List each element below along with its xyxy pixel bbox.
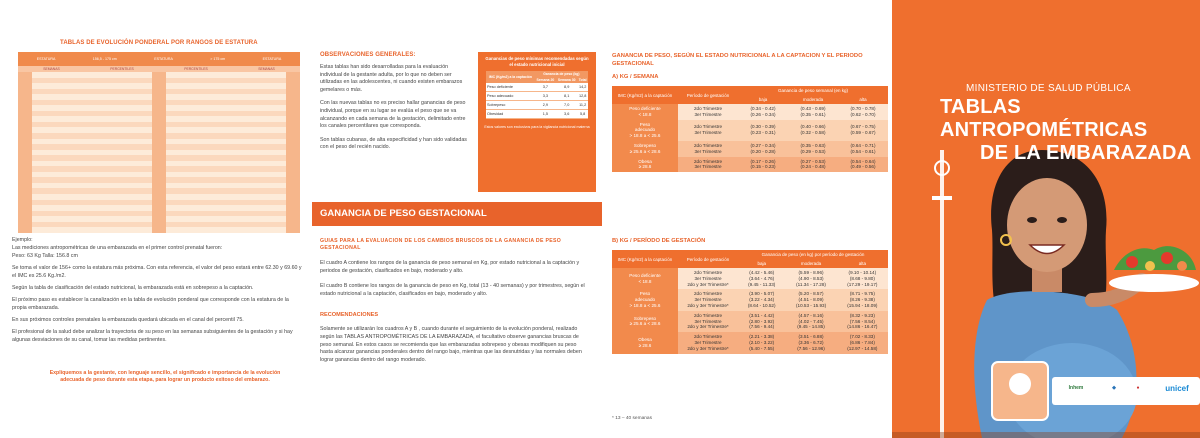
- cell: 3,6: [556, 110, 577, 119]
- a-col-moderate: moderada: [788, 95, 838, 104]
- mini-col-group: Ganancia de peso (kg): [535, 71, 588, 77]
- cell: (0.70 - 0.78) (0.62 - 0.70): [838, 104, 888, 120]
- cell: (0.67 - 0.75) (0.59 - 0.67): [838, 120, 888, 141]
- cell: 12,8: [577, 92, 588, 101]
- example-heading: Ejemplo:: [12, 237, 33, 243]
- a-col-high: alta: [838, 95, 888, 104]
- cover-panel: [892, 0, 1200, 438]
- example-line1: Las mediciones antropométricas de una embarazada en el primer control prenatal fueron:: [12, 245, 223, 251]
- estatura-label-mid: ESTATURA: [154, 57, 173, 61]
- cell: 2do Trimestre 3er Trimestre: [678, 157, 738, 173]
- cell: 11,2: [577, 101, 588, 110]
- grid-cell: [252, 227, 269, 233]
- cell: 8,9: [556, 83, 577, 92]
- example-section: [12, 236, 302, 348]
- grid-cell: [235, 227, 252, 233]
- cell: (0.43 - 0.69) (0.35 - 0.61): [788, 104, 838, 120]
- cover-title: [940, 96, 1198, 165]
- b-col-group: Ganancia de peso (en kg) por período de gestación: [738, 250, 888, 259]
- cell: (4.57 - 8.16) (4.02 - 7.45) (9.45 - 14.85): [785, 311, 836, 332]
- general-observations: [320, 52, 470, 158]
- table-row: [486, 110, 588, 119]
- grid-cell: [135, 227, 152, 233]
- weeks-footnote: * 13 – 40 semanas: [612, 416, 653, 421]
- row-label: Obesa ≥ 28.6: [612, 332, 678, 353]
- cell: 2do Trimestre 3er Trimestre: [678, 120, 738, 141]
- recommendations-title: RECOMENDACIONES: [320, 312, 379, 319]
- cell: (0.34 - 0.42) (0.26 - 0.34): [738, 104, 788, 120]
- example-para3: El próximo paso es establecer la canalización en la tabla de evolución ponderal que corresponde con la estatura de la propia embarazada.: [12, 297, 289, 311]
- cell: (8.71 - 9.75) (8.26 - 9.38) (15.94 - 18.09): [837, 289, 888, 310]
- cell: (0.54 - 0.64) (0.49 - 0.56): [838, 157, 888, 173]
- grid-cell: [49, 227, 66, 233]
- cell: (3.90 - 5.07) (3.22 - 4.34) (8.64 - 10.52): [738, 289, 785, 310]
- cell: (5.20 - 8.57) (4.51 - 8.09) (10.53 - 15.93): [785, 289, 836, 310]
- cell: (0.30 - 0.39) (0.23 - 0.31): [738, 120, 788, 141]
- grid-cell: [183, 227, 200, 233]
- week-cell: [152, 227, 166, 233]
- mini-col-s20: Semana 20: [536, 78, 555, 82]
- minimum-gain-footnote: Estos valores son exclusivos para la vigilancia nutricional materna: [484, 125, 590, 129]
- cell: (9.10 - 10.14) (8.68 - 9.80) (17.29 - 19.17): [837, 268, 888, 289]
- mini-col-s30: Semana 30: [557, 78, 576, 82]
- grid-cell: [118, 227, 135, 233]
- logos-row: [1057, 378, 1197, 398]
- row-label: Sobrepeso ≥ 25.6 a < 28.6: [612, 141, 678, 157]
- cell: 2do Trimestre 3er Trimestre 2do y 3er Trimestre*: [678, 332, 738, 353]
- pregnant-woman-illustration: [892, 0, 1200, 438]
- cell: (0.27 - 0.53) (0.24 - 0.48): [788, 157, 838, 173]
- minimum-gain-title: Ganancias de peso mínimas recomendadas según el estado nutricional inicial: [485, 56, 589, 67]
- cell: (5.59 - 8.96) (4.90 - 8.53) (11.34 - 17.28): [785, 268, 836, 289]
- table-row: [612, 268, 888, 289]
- cell: (7.02 - 8.33) (6.86 - 7.84) (12.97 - 14.58): [837, 332, 888, 353]
- cell: (0.17 - 0.26) (0.15 - 0.23): [738, 157, 788, 173]
- cell: (3.51 - 4.42) (2.80 - 3.92) (7.56 - 9.44): [738, 311, 785, 332]
- stature-range-left: 156,5 - 175 cm: [92, 57, 117, 61]
- cell: 8,1: [556, 92, 577, 101]
- cell: 3,3: [535, 92, 556, 101]
- row-label: Peso deficiente: [486, 83, 535, 92]
- a-col-group: Ganancia de peso semanal (en kg): [738, 86, 888, 95]
- cell: (2.21 - 3.38) (2.10 - 3.22) (5.40 - 7.55): [738, 332, 785, 353]
- observation-1: Estas tablas han sido desarrolladas para la evaluación individual de la gestante adulta, por lo que no deben ser utilizadas en las adolescentes, ni cuando existen embarazos gemelares o más.: [320, 64, 463, 93]
- cell: 2do Trimestre 3er Trimestre: [678, 104, 738, 120]
- table-row: [612, 289, 888, 310]
- week-cell: [286, 227, 300, 233]
- semanas-label: SEMANAS: [43, 67, 60, 71]
- cell: 2do Trimestre 3er Trimestre: [678, 141, 738, 157]
- table-row: [612, 157, 888, 173]
- grid-cell: [166, 227, 183, 233]
- cell: (0.35 - 0.63) (0.29 - 0.53): [788, 141, 838, 157]
- a-col-period: Período de gestación: [678, 86, 738, 104]
- cell: 2do Trimestre 3er Trimestre 2do y 3er Trimestre*: [678, 289, 738, 310]
- mini-col-imc: IMC (Kg/m2) a la captación: [486, 71, 535, 83]
- estatura-label-left: ESTATURA: [36, 57, 56, 61]
- b-col-moderate: moderada: [785, 259, 836, 268]
- a-col-imc: IMC (Kg/m2) a la captación: [612, 86, 678, 104]
- explain-note: Explíquemos a la gestante, con lenguaje sencillo, el significado e importancia de la evolución adecuada de peso durante esta etapa, para lograr un producto exitoso del embarazo.: [49, 370, 281, 383]
- grid-cell: [200, 227, 217, 233]
- grid-cell: [83, 227, 100, 233]
- table-row: [612, 332, 888, 353]
- ministry-label: MINISTERIO DE SALUD PÚBLICA: [966, 83, 1131, 94]
- b-col-high: alta: [837, 259, 888, 268]
- example-para5: El profesional de la salud debe analizar la trayectoria de su peso en las semanas subsiguientes de la gestación y si hay algunas desviaciones de su canal, tomar las medidas pertinentes.: [12, 329, 293, 343]
- grid-cell: [66, 227, 83, 233]
- inhem-logo: Inhem: [1068, 385, 1084, 391]
- table-row: [486, 101, 588, 110]
- example-line2: Peso: 63 Kg Talla: 156.8 cm: [12, 253, 78, 259]
- stature-weight-table: [18, 52, 300, 232]
- gestational-gain-banner: GANANCIA DE PESO GESTACIONAL: [312, 202, 602, 226]
- cell: 5,8: [577, 110, 588, 119]
- guides-section: [320, 238, 588, 372]
- recommendation-1: Solamente se utilizarán los cuadros A y B , cuando durante el seguimiento de la evolución ponderal, realizado según las TABLAS ANTROPOMÉTRICAS DE LA EMBARAZADA, el facultativo observe ganancias bruscas de peso semanal. En estos casos se recomienda que las embarazadas sobrepeso y obesas modifiquen su peso hasta alcanzar ganancias ponderales dentro del rango bajo, mientras que las desnutridas y las normales deben lograr ganancias dentro del rango moderado.: [320, 326, 582, 363]
- cell: 2do Trimestre 3er Trimestre 2do y 3er Trimestre*: [678, 311, 738, 332]
- minimum-gain-box: [478, 52, 596, 192]
- table-row: [612, 311, 888, 332]
- cell: (8.32 - 9.23) (7.56 - 8.54) (14.86 - 16.47): [837, 311, 888, 332]
- observations-title: OBSERVACIONES GENERALES:: [320, 52, 416, 58]
- example-para4: En sus próximos controles prenatales la embarazada quedará ubicada en el canal del percentil 75.: [12, 317, 244, 323]
- observation-2: Con las nuevas tablas no es preciso hallar ganancias de peso individual, porque en su lugar se evalúa el peso que se va alcanzando en cada semana de la gestación, delimitado entre los canales percentilares que corresponda.: [320, 100, 466, 130]
- table-b-title: B) KG / PERÍODO DE GESTACIÓN: [612, 238, 706, 244]
- row-label: Sobrepeso: [486, 101, 535, 110]
- stature-table-body: [18, 72, 300, 233]
- b-col-period: Período de gestación: [678, 250, 738, 268]
- row-label: Obesidad: [486, 110, 535, 119]
- table-b-period-gain: [612, 250, 888, 354]
- semanas-label-right: SEMANAS: [258, 67, 275, 71]
- week-cell: [18, 227, 32, 233]
- grid-cell: [269, 227, 286, 233]
- cell: 14,2: [577, 83, 588, 92]
- observation-3: Son tablas cubanas, de alta especificidad y han sido validadas con el peso del recién nacido.: [320, 136, 467, 151]
- estatura-label-right: ESTATURA: [262, 57, 282, 61]
- cover-title-line2: DE LA EMBARAZADA: [980, 142, 1192, 164]
- row-label: Peso deficiente < 18.8: [612, 104, 678, 120]
- grid-cell: [101, 227, 118, 233]
- gain-tables-title: GANANCIA DE PESO, SEGÚN EL ESTADO NUTRICIONAL A LA CAPTACION Y EL PERIODO GESTACIONAL: [612, 53, 863, 67]
- table-row: [486, 92, 588, 101]
- guide-1: El cuadro A contiene los rangos de la ganancia de peso semanal en Kg, por estado nutricional a la captación y periodos de gestación, clasificados en bajo, moderado y alto.: [320, 260, 580, 274]
- cover-title-line1: TABLAS ANTROPOMÉTRICAS: [940, 96, 1148, 141]
- flag-icon: ●: [1136, 385, 1140, 391]
- cell: (4.42 - 5.46) (3.64 - 4.76) (9.45 - 11.33): [738, 268, 785, 289]
- row-label: Peso deficiente < 18.8: [612, 268, 678, 289]
- table-row: [486, 83, 588, 92]
- cell: (0.64 - 0.71) (0.54 - 0.61): [838, 141, 888, 157]
- percentiles-label-left: PERCENTILES: [110, 67, 134, 71]
- table-row: [612, 104, 888, 120]
- cell: (0.40 - 0.66) (0.32 - 0.58): [788, 120, 838, 141]
- stature-table-title: TABLAS DE EVOLUCIÓN PONDERAL POR RANGOS DE ESTATURA: [60, 40, 258, 46]
- b-col-low: baja: [738, 259, 785, 268]
- row-label: Obesa ≥ 28.6: [612, 157, 678, 173]
- cell: 2,9: [535, 101, 556, 110]
- row-label: Peso adecuado > 18.8 a < 25.6: [612, 289, 678, 310]
- percentiles-label-right: PERCENTILES: [184, 67, 208, 71]
- cell: (0.27 - 0.34) (0.20 - 0.28): [738, 141, 788, 157]
- row-label: Peso adecuado > 18.8 a < 25.6: [612, 120, 678, 141]
- cell: 3,7: [535, 83, 556, 92]
- example-para1: Se toma el valor de 156+ como la estatura más próxima. Con esta referencia, el valor del peso estará entre 62.30 y 69.60 y el IMC es 25.6 Kg./m2.: [12, 265, 302, 279]
- cell: 7,0: [556, 101, 577, 110]
- panel-stature-tables: [0, 0, 302, 438]
- shield-icon: ◆: [1112, 385, 1116, 391]
- a-col-low: baja: [738, 95, 788, 104]
- example-para2: Según la tabla de clasificación del estado nutricional, la embarazada está en sobrepeso a la captación.: [12, 285, 254, 291]
- grid-cell: [217, 227, 234, 233]
- guides-title: GUIAS PARA LA EVALUACION DE LOS CAMBIOS BRUSCOS DE LA GANANCIA DE PESO GESTACIONAL: [320, 238, 562, 251]
- cell: 1,5: [535, 110, 556, 119]
- stature-range-right: > 175 cm: [210, 57, 226, 61]
- minimum-gain-table: [486, 71, 588, 119]
- table-a-weekly-gain: [612, 86, 888, 172]
- table-row: [612, 120, 888, 141]
- mini-col-total: Total: [578, 78, 587, 82]
- b-col-imc: IMC (Kg/m2) a la captación: [612, 250, 678, 268]
- cell: (3.51 - 6.88) (3.36 - 6.72) (7.56 - 12.96): [785, 332, 836, 353]
- table-row: [612, 141, 888, 157]
- cell: 2do Trimestre 3er Trimestre 2do y 3er Trimestre*: [678, 268, 738, 289]
- unicef-logo: unicef: [1165, 383, 1189, 393]
- grid-cell: [32, 227, 49, 233]
- table-a-title: A) KG / SEMANA: [612, 74, 659, 80]
- row-label: Peso adecuado: [486, 92, 535, 101]
- stature-table-header: [18, 52, 300, 66]
- guide-2: El cuadro B contiene los rangos de la ganancia de peso en Kg, total (13 - 40 semanas) y por trimestres, según el estado nutricional a la captación, clasificados en bajo, moderado y alto.: [320, 283, 585, 297]
- row-label: Sobrepeso ≥ 25.6 a < 28.6: [612, 311, 678, 332]
